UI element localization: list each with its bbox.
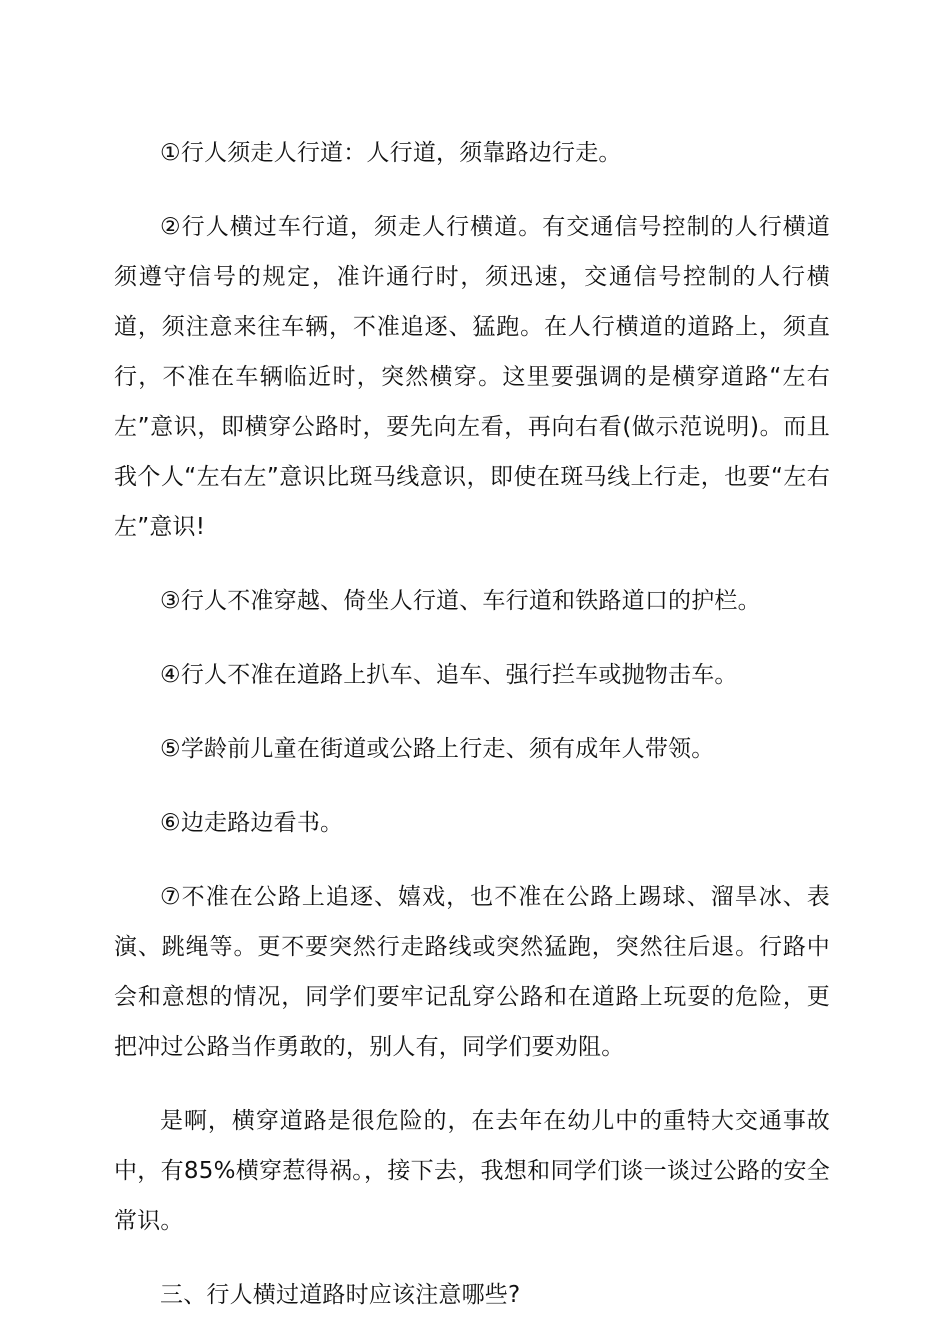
paragraph-rule-4: ④行人不准在道路上扒车、追车、强行拦车或抛物击车。 <box>160 662 738 688</box>
paragraph-rule-5: ⑤学龄前儿童在街道或公路上行走、须有成年人带领。 <box>160 736 715 762</box>
paragraph-rule-3: ③行人不准穿越、倚坐人行道、车行道和铁路道口的护栏。 <box>160 588 761 614</box>
section-heading: 三、行人横过道路时应该注意哪些? <box>160 1282 521 1308</box>
paragraph-rule-7: ⑦不准在公路上追逐、嬉戏，也不准在公路上踢球、溜旱冰、表演、跳绳等。更不要突然行走路线或突然猛跑，突然往后退。行路中会和意想的情况，同学们要牢记乱穿公路和在道路上玩耍的危险，更把冲过公路当作勇敢的，别人有，同学们要劝阻。 <box>114 884 830 1060</box>
paragraph-statistic: 是啊，横穿道路是很危险的，在去年在幼儿中的重特大交通事故中，有85%横穿惹得祸。，接下去，我想和同学们谈一谈过公路的安全常识。 <box>114 1108 830 1234</box>
paragraph-rule-6: ⑥边走路边看书。 <box>160 810 344 836</box>
paragraph-rule-1: ①行人须走人行道：人行道，须靠路边行走。 <box>160 140 622 166</box>
paragraph-rule-2: ②行人横过车行道，须走人行横道。有交通信号控制的人行横道须遵守信号的规定，准许通行时，须迅速，交通信号控制的人行横道，须注意来往车辆，不准追逐、猛跑。在人行横道的道路上，须直行，不准在车辆临近时，突然横穿。这里要强调的是横穿道路“左右左”意识，即横穿公路时，要先向左看，再向右看(做示范说明)。而且我个人“左右左”意识比斑马线意识，即使在斑马线上行走，也要“左右左”意识! <box>114 214 830 540</box>
document-body <box>114 128 830 1344</box>
